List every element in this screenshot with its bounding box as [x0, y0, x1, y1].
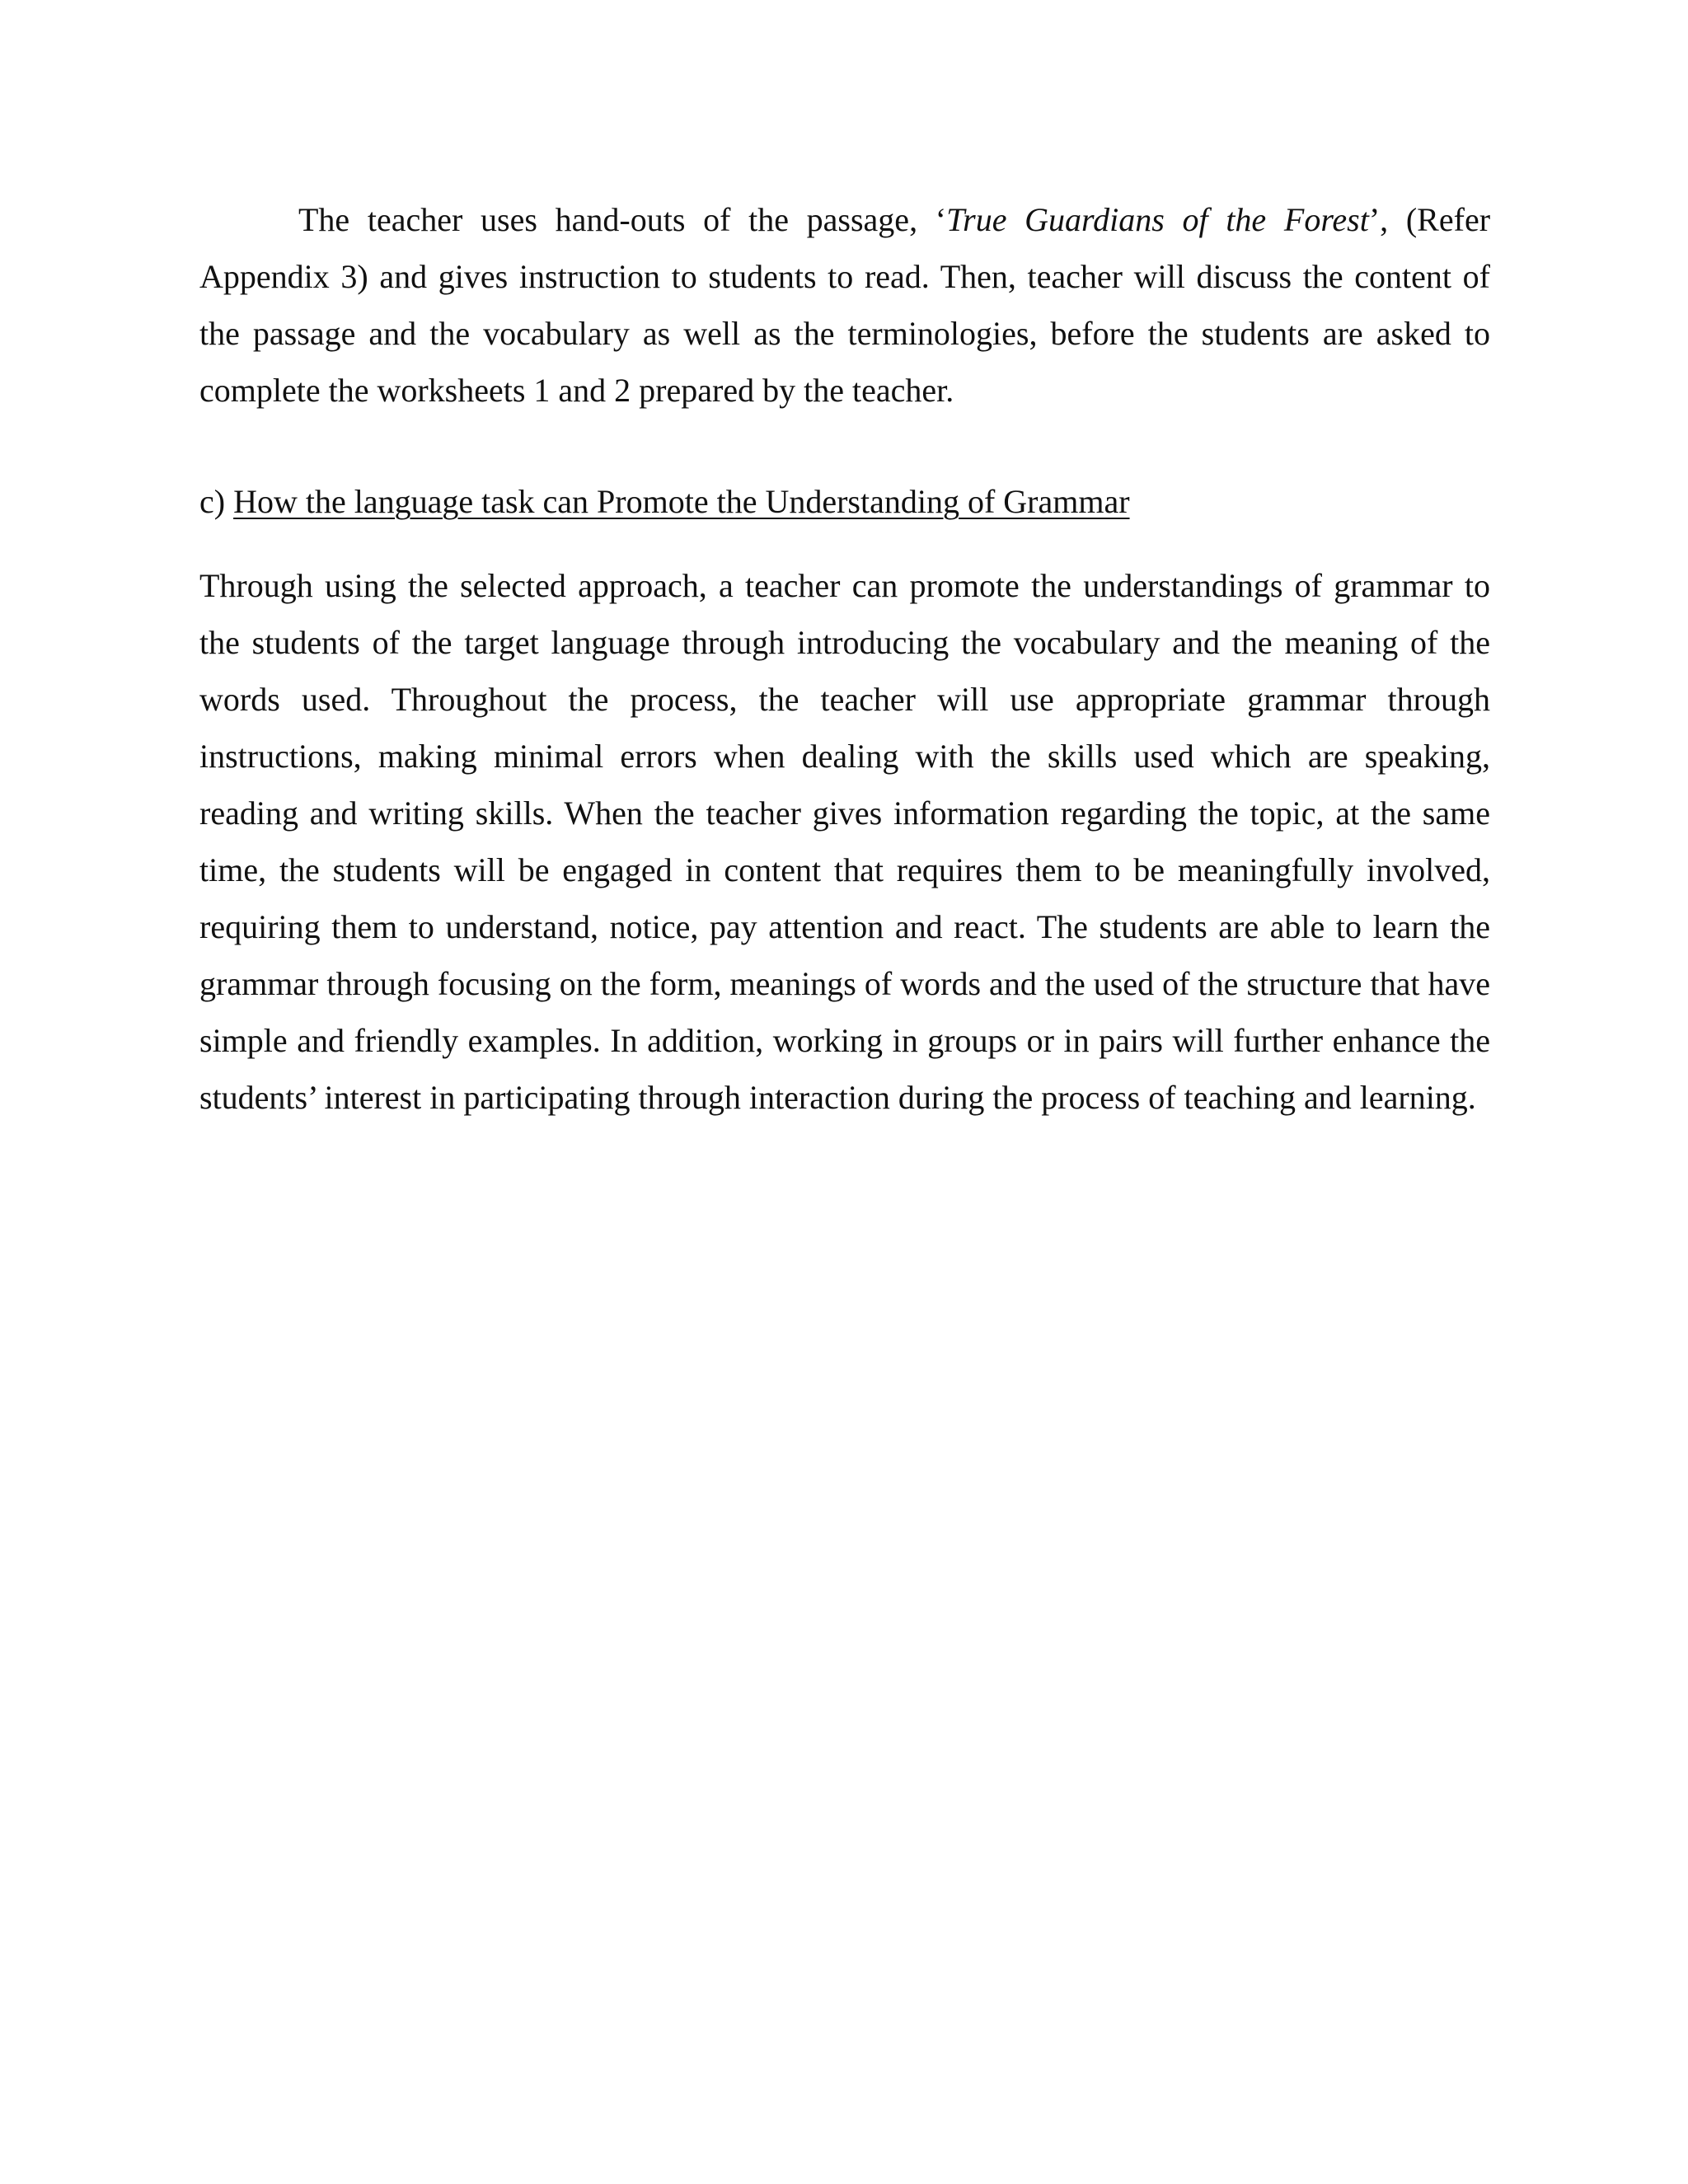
section-heading [199, 473, 1490, 530]
body-paragraph: Through using the selected approach, a teacher can promote the understandings of grammar to the students of the target language through introducing the vocabulary and the meaning of the words used. Throughout the process, the teacher will use appropriate grammar through instructions, making minimal errors when dealing with the skills used which are speaking, reading and writing skills. When the teacher gives information regarding the topic, at the same time, the students will be engaged in content that requires them to be meaningfully involved, requiring them to understand, notice, pay attention and react. The students are able to learn the grammar through focusing on the form, meanings of words and the used of the structure that have simple and friendly examples. In addition, working in groups or in pairs will further enhance the students’ interest in participating through interaction during the process of teaching and learning. [199, 567, 1490, 1116]
section-label: c) [199, 483, 234, 520]
intro-paragraph [199, 191, 1490, 419]
document-body [199, 191, 1490, 1126]
intro-text-end: ’, (Refer Appendix 3) and gives instruction to students to read. Then, teacher will discuss the content of the passage and the vocabulary as well as the terminologies, before the students are asked to complete the worksheets 1 and 2 prepared by the teacher. [199, 201, 1491, 409]
section-title: How the language task can Promote the Understanding of Grammar [233, 483, 1130, 520]
passage-title: True Guardians of the Forest [946, 201, 1369, 238]
intro-text-start: The teacher uses hand-outs of the passage, ‘ [298, 201, 947, 238]
